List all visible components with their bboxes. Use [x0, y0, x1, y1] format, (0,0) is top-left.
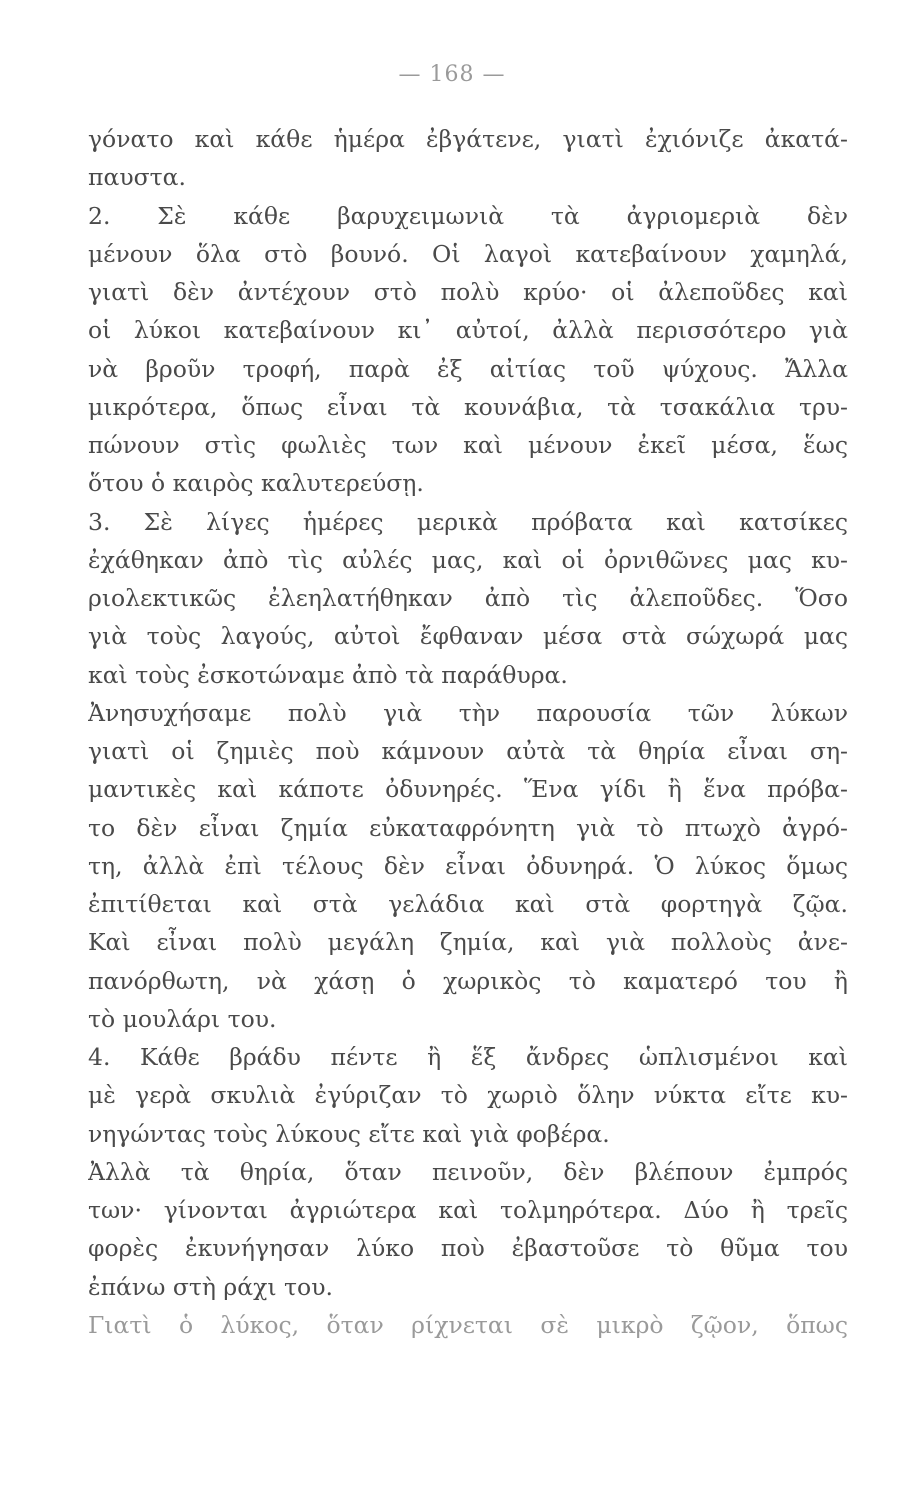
text-line: ἐχάθηκαν ἀπὸ τὶς αὐλές μας, καὶ οἱ ὀρνιθῶνες μας κυ-: [88, 545, 848, 574]
text-line: οἱ λύκοι κατεβαίνουν κι᾽ αὐτοί, ἀλλὰ περισσότερο γιὰ: [88, 316, 848, 345]
text-line: καὶ τοὺς ἐσκοτώναμε ἀπὸ τὰ παράθυρα.: [88, 660, 568, 689]
text-line: ἐπιτίθεται καὶ στὰ γελάδια καὶ στὰ φορτηγὰ ζῷα.: [88, 890, 848, 918]
text-line: τη, ἀλλὰ ἐπὶ τέλους δὲν εἶναι ὀδυνηρά. Ὁ λύκος ὅμως: [88, 851, 848, 880]
text-line: μικρότερα, ὅπως εἶναι τὰ κουνάβια, τὰ τσακάλια τρυ-: [88, 392, 848, 421]
text-line: 2. Σὲ κάθε βαρυχειμωνιὰ τὰ ἀγριομεριὰ δὲν: [88, 201, 848, 230]
text-line: μένουν ὅλα στὸ βουνό. Οἱ λαγοὶ κατεβαίνουν χαμηλά,: [88, 239, 848, 268]
text-line: το δὲν εἶναι ζημία εὐκαταφρόνητη γιὰ τὸ πτωχὸ ἀγρό-: [88, 813, 848, 842]
text-line: ριολεκτικῶς ἐλεηλατήθηκαν ἀπὸ τὶς ἀλεποῦδες. Ὅσο: [88, 584, 848, 612]
text-line: Γιατὶ ὁ λύκος, ὅταν ρίχνεται σὲ μικρὸ ζῷον, ὅπως: [88, 1310, 848, 1339]
text-line: μὲ γερὰ σκυλιὰ ἐγύριζαν τὸ χωριὸ ὅλην νύκτα εἴτε κυ-: [88, 1081, 848, 1110]
text-line: Ἀνησυχήσαμε πολὺ γιὰ τὴν παρουσία τῶν λύκων: [88, 698, 848, 727]
text-line: τὸ μουλάρι του.: [88, 1004, 277, 1033]
body-text: [88, 120, 848, 1344]
text-line: γιὰ τοὺς λαγούς, αὐτοὶ ἔφθαναν μέσα στὰ σώχωρά μας: [88, 622, 848, 651]
text-line: πανόρθωτη, νὰ χάσῃ ὁ χωρικὸς τὸ καματερό του ἢ: [88, 966, 848, 995]
text-line: ἐπάνω στὴ ράχι του.: [88, 1272, 333, 1301]
text-line: Καὶ εἶναι πολὺ μεγάλη ζημία, καὶ γιὰ πολλοὺς ἀνε-: [88, 928, 848, 957]
text-line: 4. Κάθε βράδυ πέντε ἢ ἕξ ἄνδρες ὡπλισμένοι καὶ: [88, 1043, 848, 1071]
text-line: παυστα.: [88, 163, 186, 192]
text-line: 3. Σὲ λίγες ἡμέρες μερικὰ πρόβατα καὶ κατσίκες: [88, 507, 848, 536]
text-line: των· γίνονται ἀγριώτερα καὶ τολμηρότερα. Δύο ἢ τρεῖς: [88, 1196, 848, 1224]
text-line: γιατὶ δὲν ἀντέχουν στὸ πολὺ κρύο· οἱ ἀλεποῦδες καὶ: [88, 278, 848, 306]
text-line: νὰ βροῦν τροφή, παρὰ ἐξ αἰτίας τοῦ ψύχους. Ἄλλα: [88, 354, 848, 383]
text-line: γιατὶ οἱ ζημιὲς ποὺ κάμνουν αὐτὰ τὰ θηρία εἶναι ση-: [88, 737, 848, 765]
page-number: — 168 —: [398, 62, 506, 87]
text-line: πώνουν στὶς φωλιὲς των καὶ μένουν ἐκεῖ μέσα, ἕως: [88, 431, 848, 459]
text-line: ὅτου ὁ καιρὸς καλυτερεύσῃ.: [88, 469, 424, 498]
text-line: φορὲς ἐκυνήγησαν λύκο ποὺ ἐβαστοῦσε τὸ θῦμα του: [88, 1234, 848, 1263]
text-line: μαντικὲς καὶ κάποτε ὀδυνηρές. Ἕνα γίδι ἢ ἕνα πρόβα-: [88, 775, 848, 804]
text-line: Ἀλλὰ τὰ θηρία, ὅταν πεινοῦν, δὲν βλέπουν ἐμπρός: [88, 1157, 848, 1186]
text-line: νηγώντας τοὺς λύκους εἴτε καὶ γιὰ φοβέρα.: [88, 1119, 610, 1148]
text-line: γόνατο καὶ κάθε ἡμέρα ἐβγάτενε, γιατὶ ἐχιόνιζε ἀκατά-: [88, 125, 848, 153]
